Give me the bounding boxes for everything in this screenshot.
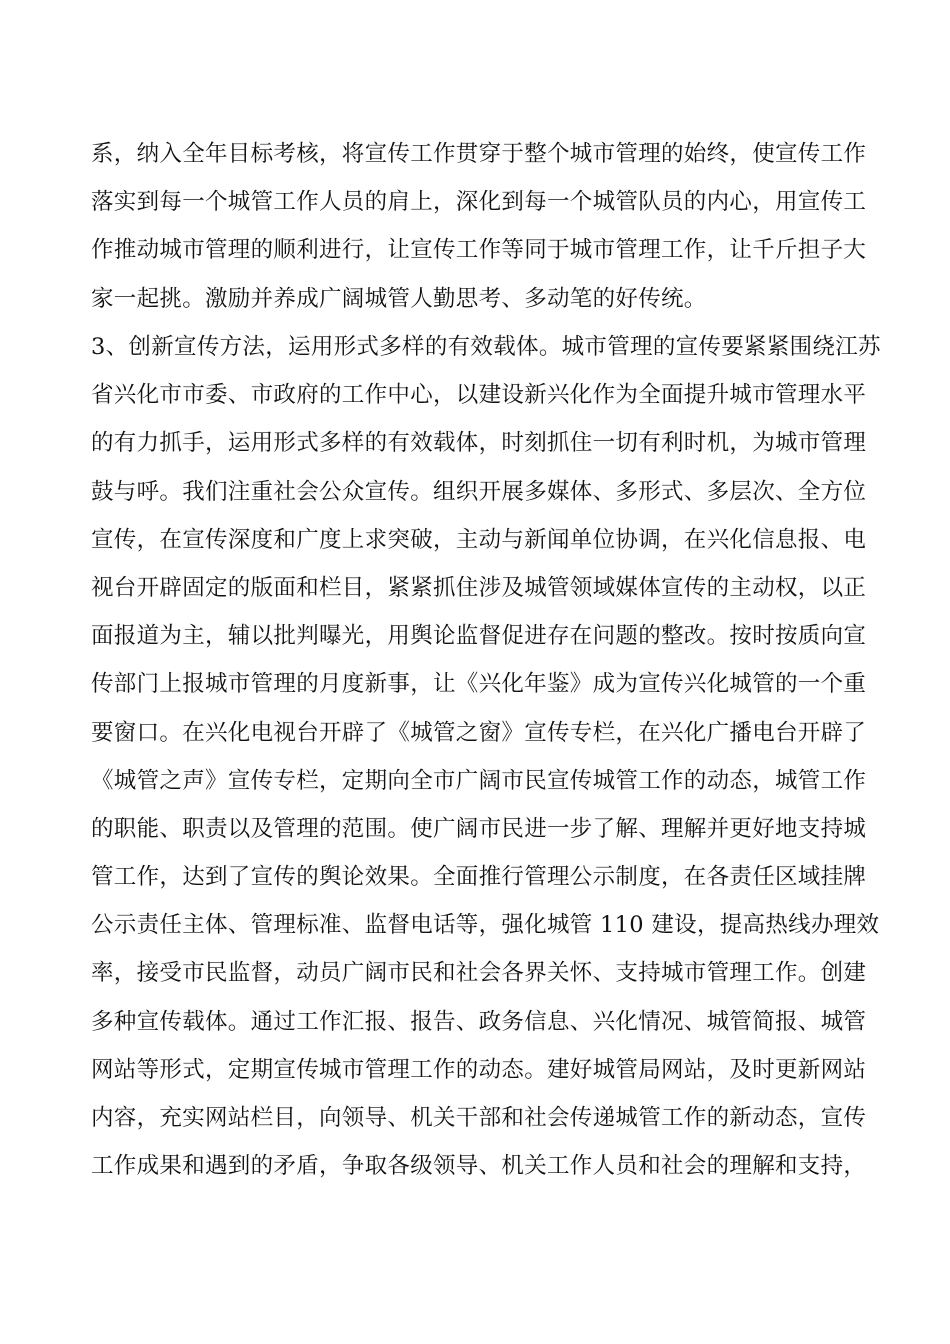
text-line: 网站等形式，定期宣传城市管理工作的动态。建好城管局网站，及时更新网站 (91, 1056, 867, 1083)
text-line: 视台开辟固定的版面和栏目，紧紧抓住涉及城管领域媒体宣传的主动权，以正 (91, 574, 867, 601)
text-line: 省兴化市市委、市政府的工作中心，以建设新兴化作为全面提升城市管理水平 (91, 382, 867, 409)
text-line: 公示责任主体、管理标准、监督电话等，强化城管 110 建设，提高热线办理效 (91, 912, 880, 939)
text-line: 要窗口。在兴化电视台开辟了《城管之窗》宣传专栏，在兴化广播电台开辟了 (91, 719, 867, 746)
text-line: 的职能、职责以及管理的范围。使广阔市民进一步了解、理解并更好地支持城 (91, 815, 867, 842)
text-line: 管工作，达到了宣传的舆论效果。全面推行管理公示制度，在各责任区域挂牌 (91, 864, 867, 891)
text-line: 鼓与呼。我们注重社会公众宣传。组织开展多媒体、多形式、多层次、全方位 (91, 478, 867, 505)
text-line: 宣传，在宣传深度和广度上求突破，主动与新闻单位协调，在兴化信息报、电 (91, 526, 867, 553)
text-line: 传部门上报城市管理的月度新事，让《兴化年鉴》成为宣传兴化城管的一个重 (91, 671, 867, 698)
text-line: 的有力抓手，运用形式多样的有效载体，时刻抓住一切有利时机，为城市管理 (91, 430, 867, 457)
text-line: 多种宣传载体。通过工作汇报、报告、政务信息、兴化情况、城管简报、城管 (91, 1008, 867, 1035)
paragraph-continuation (91, 130, 871, 323)
text-line: 《城管之声》宣传专栏，定期向全市广阔市民宣传城管工作的动态，城管工作 (91, 767, 867, 794)
text-line: 内容，充实网站栏目，向领导、机关干部和社会传递城管工作的新动态，宣传 (91, 1105, 867, 1131)
text-line: 家一起挑。激励并养成广阔城管人勤思考、多动笔的好传统。 (91, 285, 707, 312)
text-line: 系，纳入全年目标考核，将宣传工作贯穿于整个城市管理的始终，使宣传工作 (91, 141, 867, 167)
text-line: 工作成果和遇到的矛盾，争取各级领导、机关工作人员和社会的理解和支持， (91, 1153, 867, 1180)
text-line: 作推动城市管理的顺利进行，让宣传工作等同于城市管理工作，让千斤担子大 (91, 237, 867, 264)
text-line: 落实到每一个城管工作人员的肩上，深化到每一个城管队员的内心，用宣传工 (91, 189, 867, 216)
text-line: 率，接受市民监督，动员广阔市民和社会各界关怀、支持城市管理工作。创建 (91, 960, 867, 987)
paragraph-section-3 (91, 323, 881, 1190)
text-line: 3、创新宣传方法，运用形式多样的有效载体。城市管理的宣传要紧紧围绕江苏 (91, 334, 881, 360)
text-line: 面报道为主，辅以批判曝光，用舆论监督促进存在问题的整改。按时按质向宣 (91, 623, 867, 650)
